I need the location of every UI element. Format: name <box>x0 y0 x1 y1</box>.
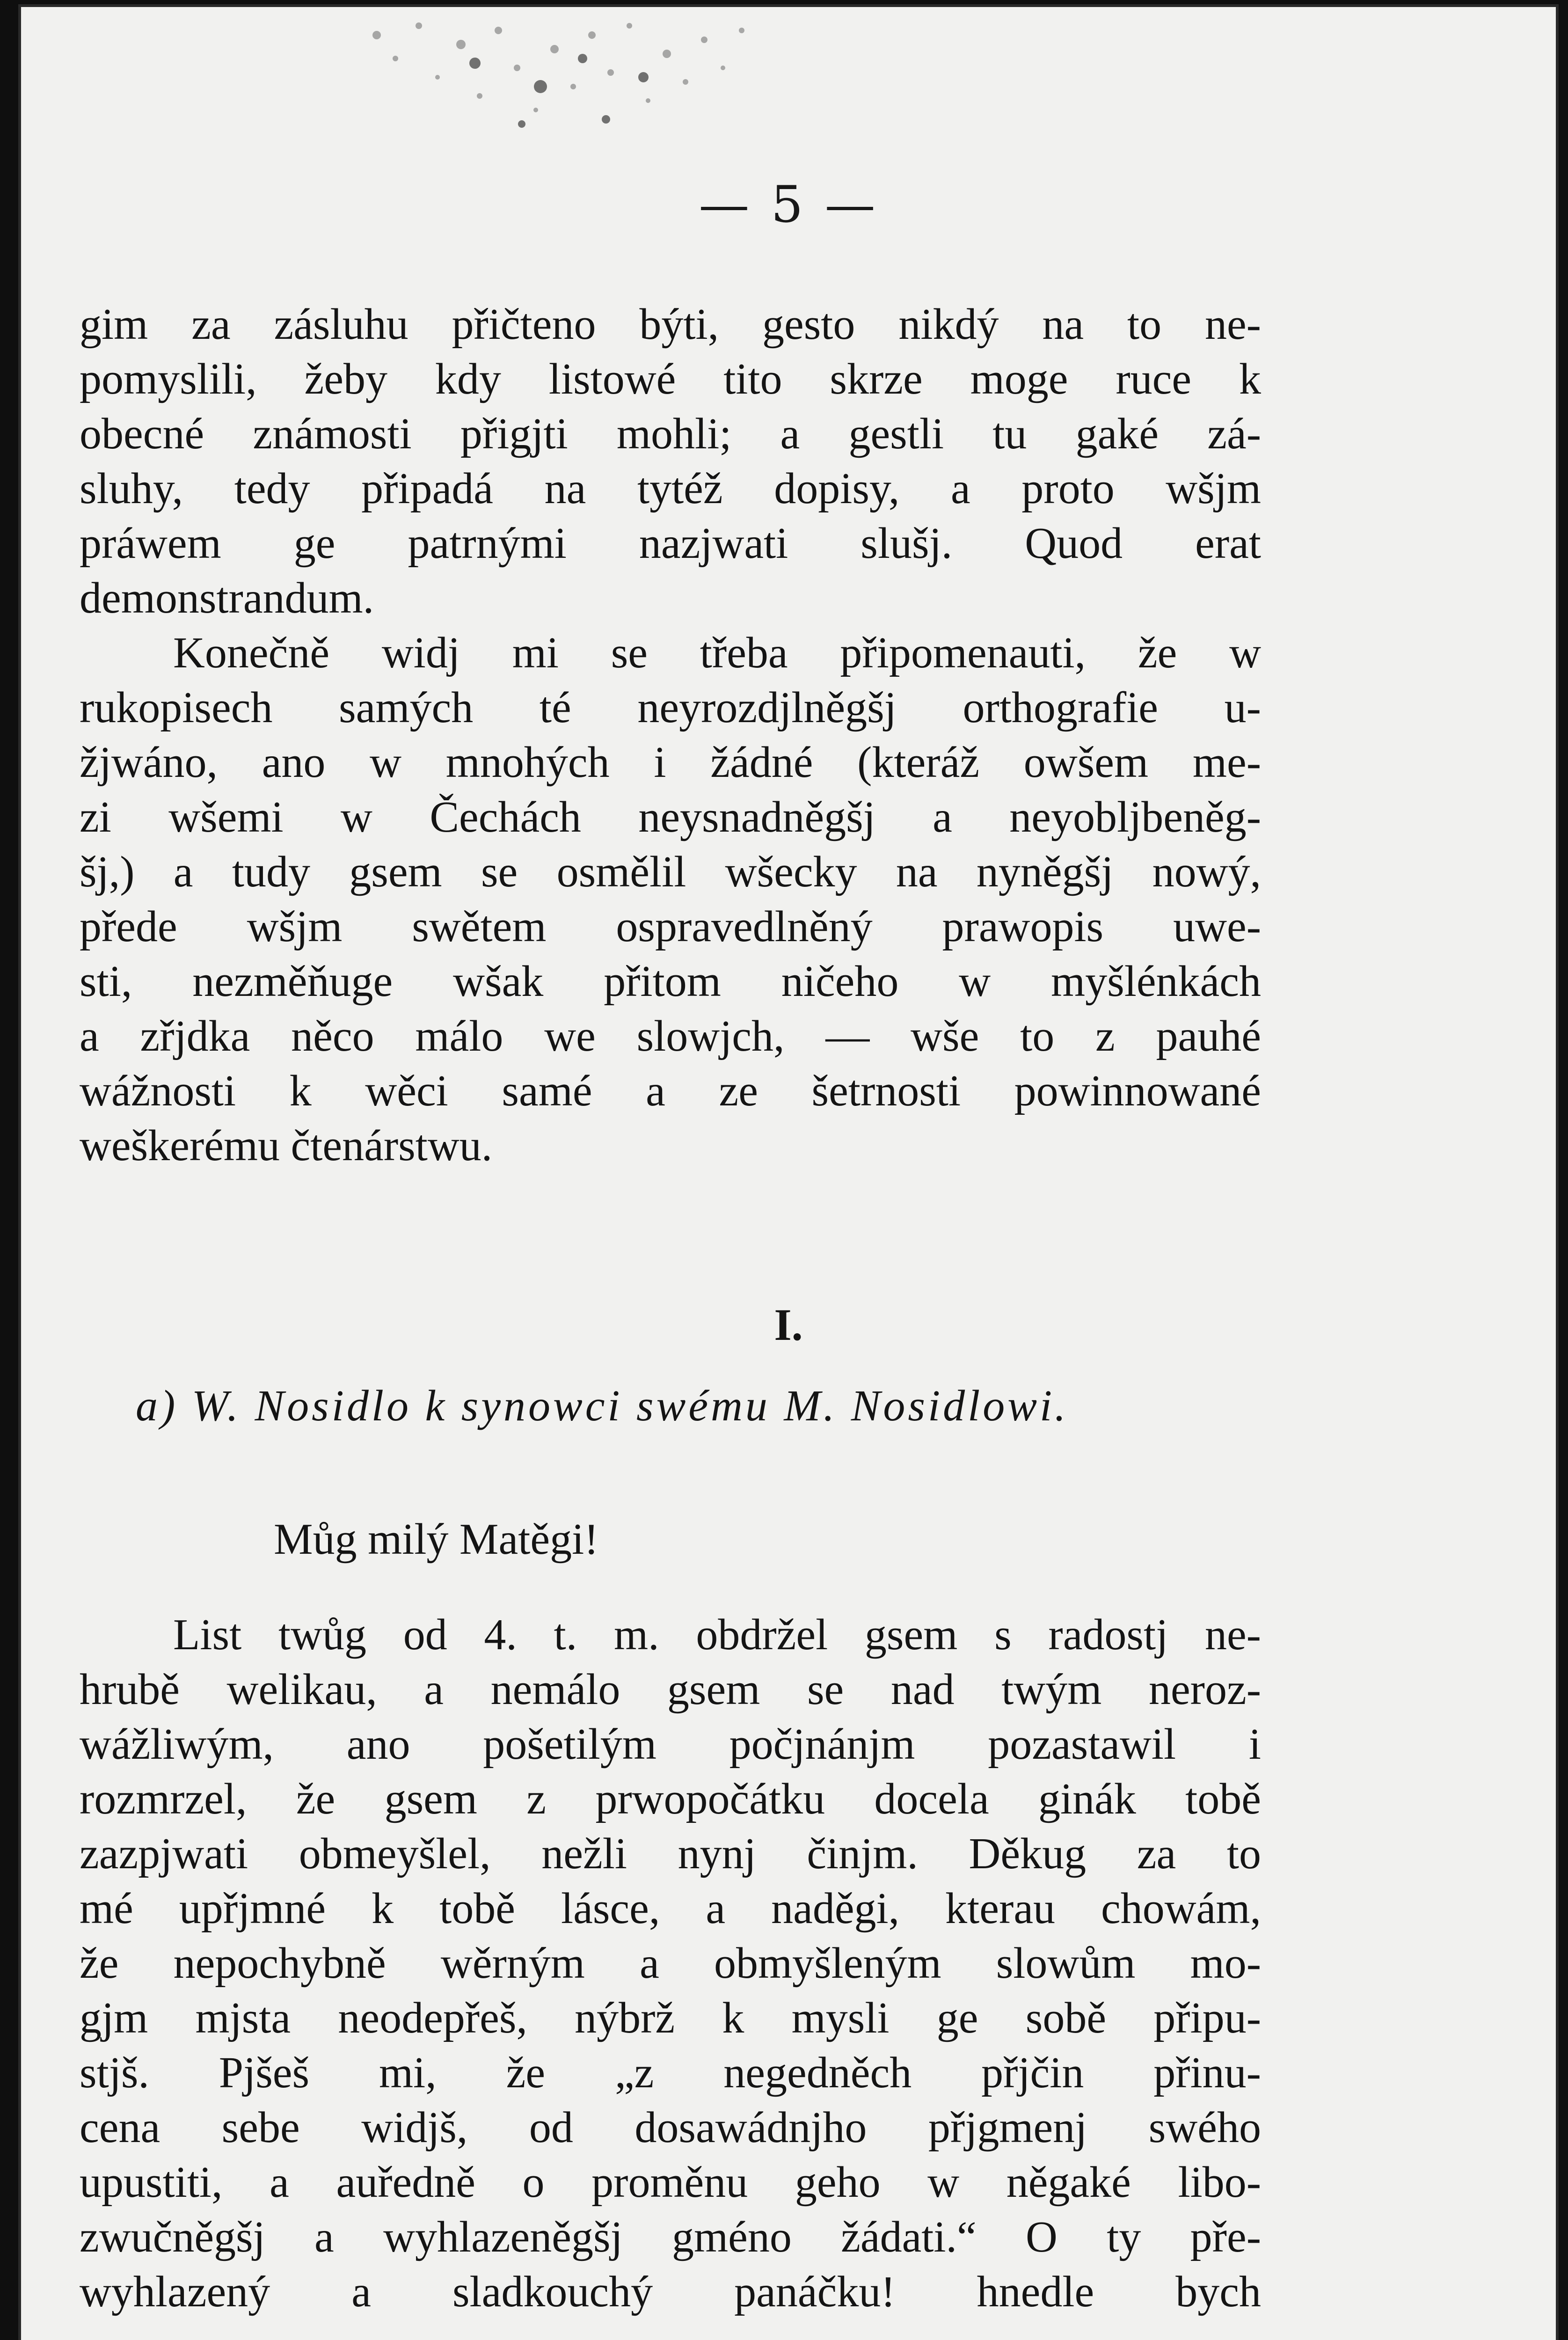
page-number: — 5 — <box>699 176 878 234</box>
text-line: zi wšemi w Čechách neysnadněgšj a neyobljbeněg- <box>80 793 1261 841</box>
section-number: I. <box>774 1300 803 1350</box>
letter-salutation: Můg milý Matěgi! <box>274 1515 599 1564</box>
text-line: wážliwým, ano pošetilým počjnánjm pozastawil i <box>80 1720 1261 1769</box>
text-line: weškerému čtenárstwu. <box>80 1121 493 1170</box>
text-line: zwučněgšj a wyhlazeněgšj gméno žádati.“ O ty pře- <box>80 2213 1261 2261</box>
text-line: šj,) a tudy gsem se osmělil wšecky na nyněgšj nowý, <box>80 848 1261 896</box>
text-line: upustiti, a auředně o proměnu geho w něgaké libo- <box>80 2158 1261 2207</box>
letter-paragraph <box>80 1608 1261 2319</box>
text-line: List twůg od 4. t. m. obdržel gsem s radostj ne- <box>173 1610 1261 1659</box>
section-title: a) W. Nosidlo k synowci swému M. Nosidlowi. <box>136 1382 1069 1430</box>
text-line: cena sebe widjš, od dosawádnjho přjgmenj swého <box>80 2103 1261 2152</box>
text-line: gjm mjsta neodepřeš, nýbrž k mysli ge sobě připu- <box>80 1994 1261 2042</box>
text-line: a zřjdka něco málo we slowjch, — wše to z pauhé <box>80 1012 1261 1060</box>
text-line: obecné známosti přigjti mohli; a gestli tu gaké zá- <box>80 410 1261 458</box>
text-line: wážnosti k wěci samé a ze šetrnosti powinnowané <box>80 1067 1261 1115</box>
text-line: Konečně widj mi se třeba připomenauti, že w <box>173 629 1261 677</box>
text-line: zazpjwati obmeyšlel, nežli nynj činjm. Děkug za to <box>80 1829 1261 1878</box>
text-line: demonstrandum. <box>80 574 374 622</box>
text-line: práwem ge patrnými nazjwati slušj. Quod erat <box>80 519 1261 568</box>
book-page <box>21 7 1556 2340</box>
text-line: že nepochybně wěrným a obmyšleným slowům mo- <box>80 1939 1261 1988</box>
text-line: gim za zásluhu přičteno býti, gesto nikdý na to ne- <box>80 300 1261 349</box>
text-line: rukopisech samých té neyrozdjlněgšj orthografie u- <box>80 683 1261 732</box>
intro-paragraph-1 <box>80 297 1261 626</box>
text-line: mé upřjmné k tobě lásce, a naděgi, kterau chowám, <box>80 1884 1261 1933</box>
intro-text <box>80 297 1261 1173</box>
text-line: hrubě welikau, a nemálo gsem se nad twým neroz- <box>80 1665 1261 1714</box>
intro-paragraph-2 <box>80 626 1261 1173</box>
page-foxing-stains <box>321 7 788 176</box>
text-line: přede wšjm swětem ospravedlněný prawopis uwe- <box>80 902 1261 951</box>
letter-text <box>80 1608 1261 2319</box>
text-line: wyhlazený a sladkouchý panáčku! hnedle bych <box>80 2267 1261 2316</box>
text-line: sluhy, tedy připadá na tytéž dopisy, a proto wšjm <box>80 464 1261 513</box>
text-line: sti, nezměňuge wšak přitom ničeho w myšlénkách <box>80 957 1261 1006</box>
text-line: rozmrzel, že gsem z prwopočátku docela ginák tobě <box>80 1775 1261 1823</box>
text-line: žjwáno, ano w mnohých i žádné (kteráž owšem me- <box>80 738 1261 787</box>
text-line: pomyslili, žeby kdy listowé tito skrze moge ruce k <box>80 355 1261 403</box>
text-line: stjš. Pjšeš mi, že „z negedněch přjčin přinu- <box>80 2048 1261 2097</box>
